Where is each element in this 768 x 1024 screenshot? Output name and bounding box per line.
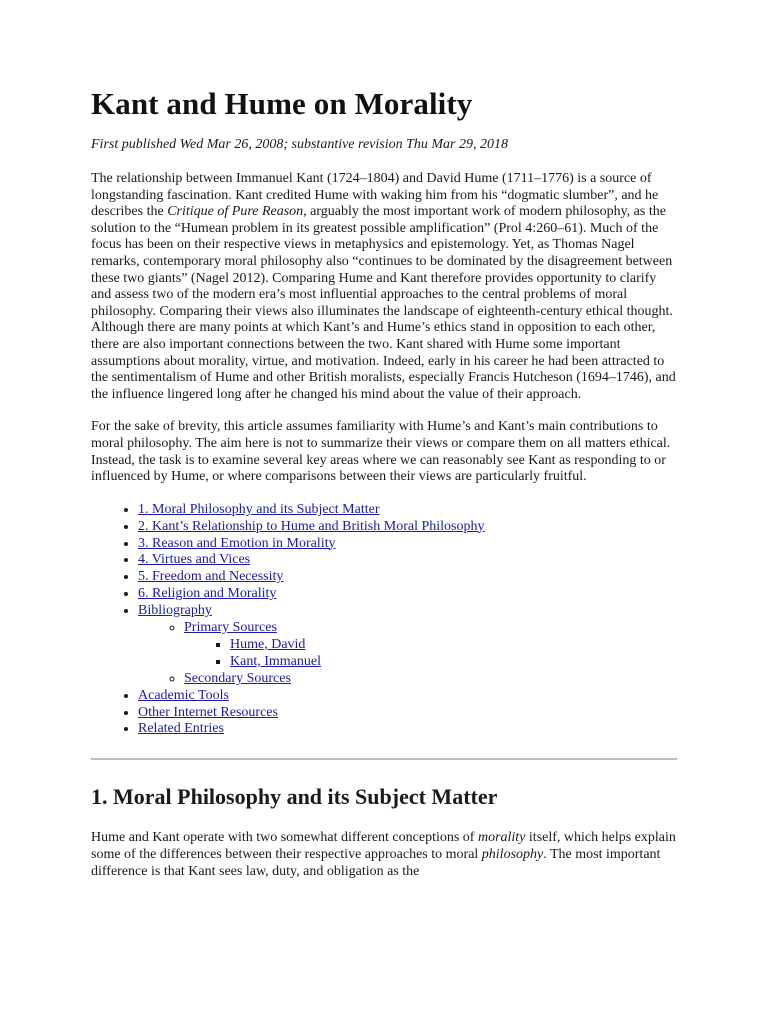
toc-bibliography-sublist <box>138 620 677 688</box>
toc-subsubitem <box>230 637 677 654</box>
toc-link-related-entries[interactable]: Related Entries <box>138 721 224 737</box>
toc-primary-sources-sublist <box>184 637 677 671</box>
intro-p1-text-b: , arguably the most important work of modern philosophy, as the solution to the “Humean problem in its greatest possible amplification” (Prol 4:260–61). Much of the focus has been on their respective views in metaphysics and epistemology. Yet, as Thomas Nagel remarks, contemporary moral philosophy also “continues to be dominated by the disagreement between these two giants” (Nagel 2012). Comparing Hume and Kant therefore provides opportunity to clarify and assess two of the modern era’s most influential approaches to the central problems of moral philosophy. Comparing their views also illuminates the landscape of eighteenth-century ethical thought. Although there are many points at which Kant’s and Hume’s ethics stand in opposition to each other, there are also important connections between the two. Kant shared with Hume some important assumptions about morality, virtue, and motivation. Indeed, early in his career he had been attracted to the sentimentalism of Hume and other British moralists, especially Francis Hutcheson (1694–1746), and the influence lingered long after he changed his mind about the value of their approach. <box>91 204 676 402</box>
toc-link-primary-sources[interactable]: Primary Sources <box>184 620 277 636</box>
toc-link-secondary-sources[interactable]: Secondary Sources <box>184 670 291 686</box>
toc-item <box>138 569 677 586</box>
toc-subsubitem <box>230 654 677 671</box>
toc-link-other-internet-resources[interactable]: Other Internet Resources <box>138 704 278 720</box>
sec1-term-morality: morality <box>477 830 526 846</box>
toc-link-kant-immanuel[interactable]: Kant, Immanuel <box>230 653 321 669</box>
sec1-text-b: itself, which helps explain some of the differences between their respective approaches to moral <box>91 830 676 862</box>
toc-link-section-5[interactable]: 5. Freedom and Necessity <box>138 569 284 585</box>
toc-link-academic-tools[interactable]: Academic Tools <box>138 687 229 703</box>
sec1-text-a: Hume and Kant operate with two somewhat different conceptions of <box>91 830 478 846</box>
publication-info: First published Wed Mar 26, 2008; substantive revision Thu Mar 29, 2018 <box>91 137 509 152</box>
toc-item <box>138 586 677 603</box>
toc-item <box>138 536 677 553</box>
intro-paragraph-1 <box>91 171 677 403</box>
section-1-heading: 1. Moral Philosophy and its Subject Matter <box>91 784 498 810</box>
toc-item <box>138 705 677 722</box>
toc-item <box>138 552 677 569</box>
toc-link-section-1[interactable]: 1. Moral Philosophy and its Subject Matter <box>138 501 380 517</box>
toc-item <box>138 688 677 705</box>
section-divider <box>91 758 677 760</box>
intro-paragraph-2: For the sake of brevity, this article assumes familiarity with Hume’s and Kant’s main contributions to moral philosophy. The aim here is not to summarize their views or compare them on all matters ethical. Instead, the task is to examine several key areas where we can reasonably see Kant as responding to or influenced by Hume, or where comparisons between their views are particularly fruitful. <box>91 419 671 485</box>
table-of-contents <box>91 502 677 739</box>
toc-link-bibliography[interactable]: Bibliography <box>138 603 212 619</box>
toc-link-section-6[interactable]: 6. Religion and Morality <box>138 586 277 602</box>
sec1-text-c: . The most important difference is that Kant sees law, duty, and obligation as the <box>91 846 661 879</box>
page-title: Kant and Hume on Morality <box>91 86 473 121</box>
toc-link-section-4[interactable]: 4. Virtues and Vices <box>138 552 251 568</box>
intro-p1-book-title: Critique of Pure Reason <box>167 204 304 220</box>
toc-link-section-3[interactable]: 3. Reason and Emotion in Morality <box>138 535 336 551</box>
toc-item <box>138 721 677 738</box>
toc-item <box>138 519 677 536</box>
sec1-term-philosophy: philosophy <box>481 846 544 862</box>
toc-item <box>138 502 677 519</box>
toc-link-hume-david[interactable]: Hume, David <box>230 636 306 652</box>
section-1-paragraph <box>91 830 677 880</box>
intro-p1-text-a: The relationship between Immanuel Kant (1724–1804) and David Hume (1711–1776) is a source of longstanding fascination. Kant credited Hume with waking him from his “dogmatic slumber”, and he describes the <box>91 171 659 220</box>
toc-item <box>138 603 677 688</box>
toc-link-section-2[interactable]: 2. Kant’s Relationship to Hume and British Moral Philosophy <box>138 518 485 534</box>
toc-subitem <box>184 620 677 671</box>
toc-subitem <box>184 671 677 688</box>
